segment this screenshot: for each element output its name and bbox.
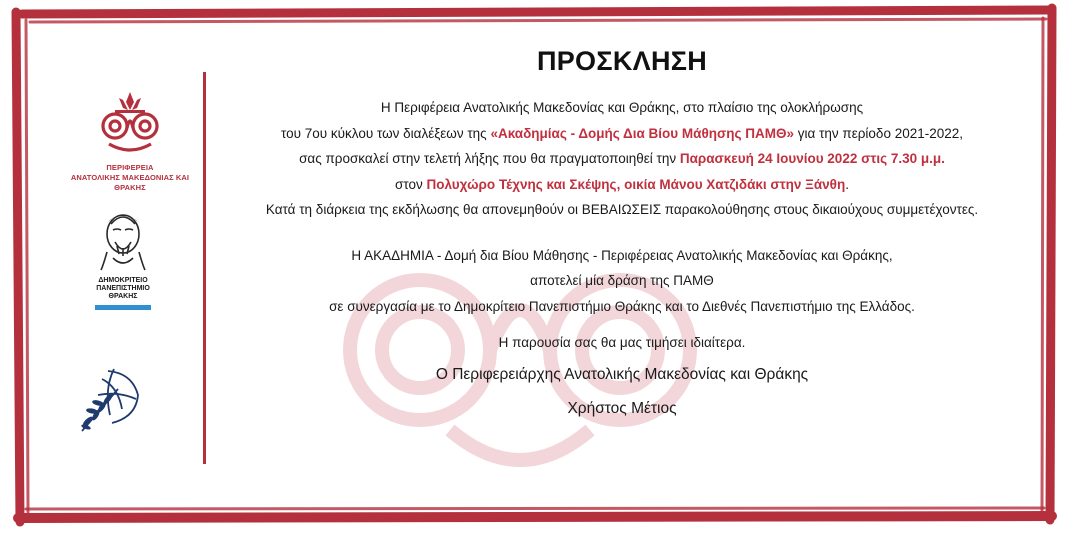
region-caption-line1: ΠΕΡΙΦΕΡΕΙΑ xyxy=(106,163,154,172)
paragraph2-line2: αποτελεί μία δράση της ΠΑΜΘ xyxy=(530,273,714,288)
signature-name: Χρήστος Μέτιος xyxy=(567,399,677,417)
paragraph1-line2 xyxy=(212,121,1032,147)
duth-caption-line1: ΔΗΜΟΚΡΙΤΕΙΟ xyxy=(98,277,148,284)
text-segment: . xyxy=(845,176,849,192)
paragraph1-line3 xyxy=(212,146,1032,172)
duth-logo xyxy=(78,210,168,310)
duth-caption-line3: ΘΡΑΚΗΣ xyxy=(108,293,138,300)
region-caption-line2: ΑΝΑΤΟΛΙΚΗΣ ΜΑΚΕΔΟΝΙΑΣ ΚΑΙ ΘΡΑΚΗΣ xyxy=(70,173,190,192)
ihu-logo xyxy=(78,365,148,442)
page-title: ΠΡΟΣΚΛΗΣΗ xyxy=(536,46,708,76)
academy-name-highlight: «Ακαδημίας - Δομής Δια Βίου Μάθησης ΠΑΜΘ» xyxy=(490,125,795,141)
venue-highlight: Πολυχώρο Τέχνης και Σκέψης, οικία Μάνου Χατζιδάκι στην Ξάνθη xyxy=(426,176,846,192)
globe-olive-branch-icon xyxy=(78,365,144,437)
democritus-bust-icon xyxy=(93,210,153,272)
paragraph2-line3: σε συνεργασία με το Δημοκρίτειο Πανεπιστήμιο Θράκης και το Διεθνές Πανεπιστήμιο της Ελλάδος. xyxy=(329,298,915,314)
event-date-highlight: Παρασκευή 24 Ιουνίου 2022 στις 7.30 μ.μ. xyxy=(679,151,945,166)
signature-role: Ο Περιφερειάρχης Ανατολικής Μακεδονίας και Θράκης xyxy=(435,365,809,383)
text-segment: σας προσκαλεί στην τελετή λήξης που θα πραγματοποιηθεί την xyxy=(299,151,680,166)
text-segment: του 7ου κύκλου των διαλέξεων της xyxy=(280,125,491,141)
paragraph1-line4 xyxy=(212,172,1032,198)
region-emblem-icon xyxy=(95,88,165,158)
paragraph3-line1: Η παρουσία σας θα μας τιμήσει ιδιαίτερα. xyxy=(498,335,746,350)
text-segment: για την περίοδο 2021-2022, xyxy=(794,125,964,141)
paragraph1-line5: Κατά τη διάρκεια της εκδήλωσης θα απονεμηθούν οι ΒΕΒΑΙΩΣΕΙΣ παρακολούθησης στους δικαιούχους συμμετέχοντες. xyxy=(265,202,979,217)
paragraph2-line1: Η ΑΚΑΔΗΜΙΑ - Δομή δια Βίου Μάθησης - Περιφέρειας Ανατολικής Μακεδονίας και Θράκης, xyxy=(351,247,893,263)
text-segment: στον xyxy=(395,176,427,192)
spacer xyxy=(212,319,1032,330)
region-logo xyxy=(55,88,205,193)
duth-caption-line2: ΠΑΝΕΠΙΣΤΗΜΙΟ xyxy=(96,285,150,292)
spacer xyxy=(212,223,1032,243)
invitation-body xyxy=(212,40,1032,418)
duth-blue-bar xyxy=(95,305,151,310)
paragraph1-line1: Η Περιφέρεια Ανατολικής Μακεδονίας και Θράκης, στο πλαίσιο της ολοκλήρωσης xyxy=(380,100,864,115)
